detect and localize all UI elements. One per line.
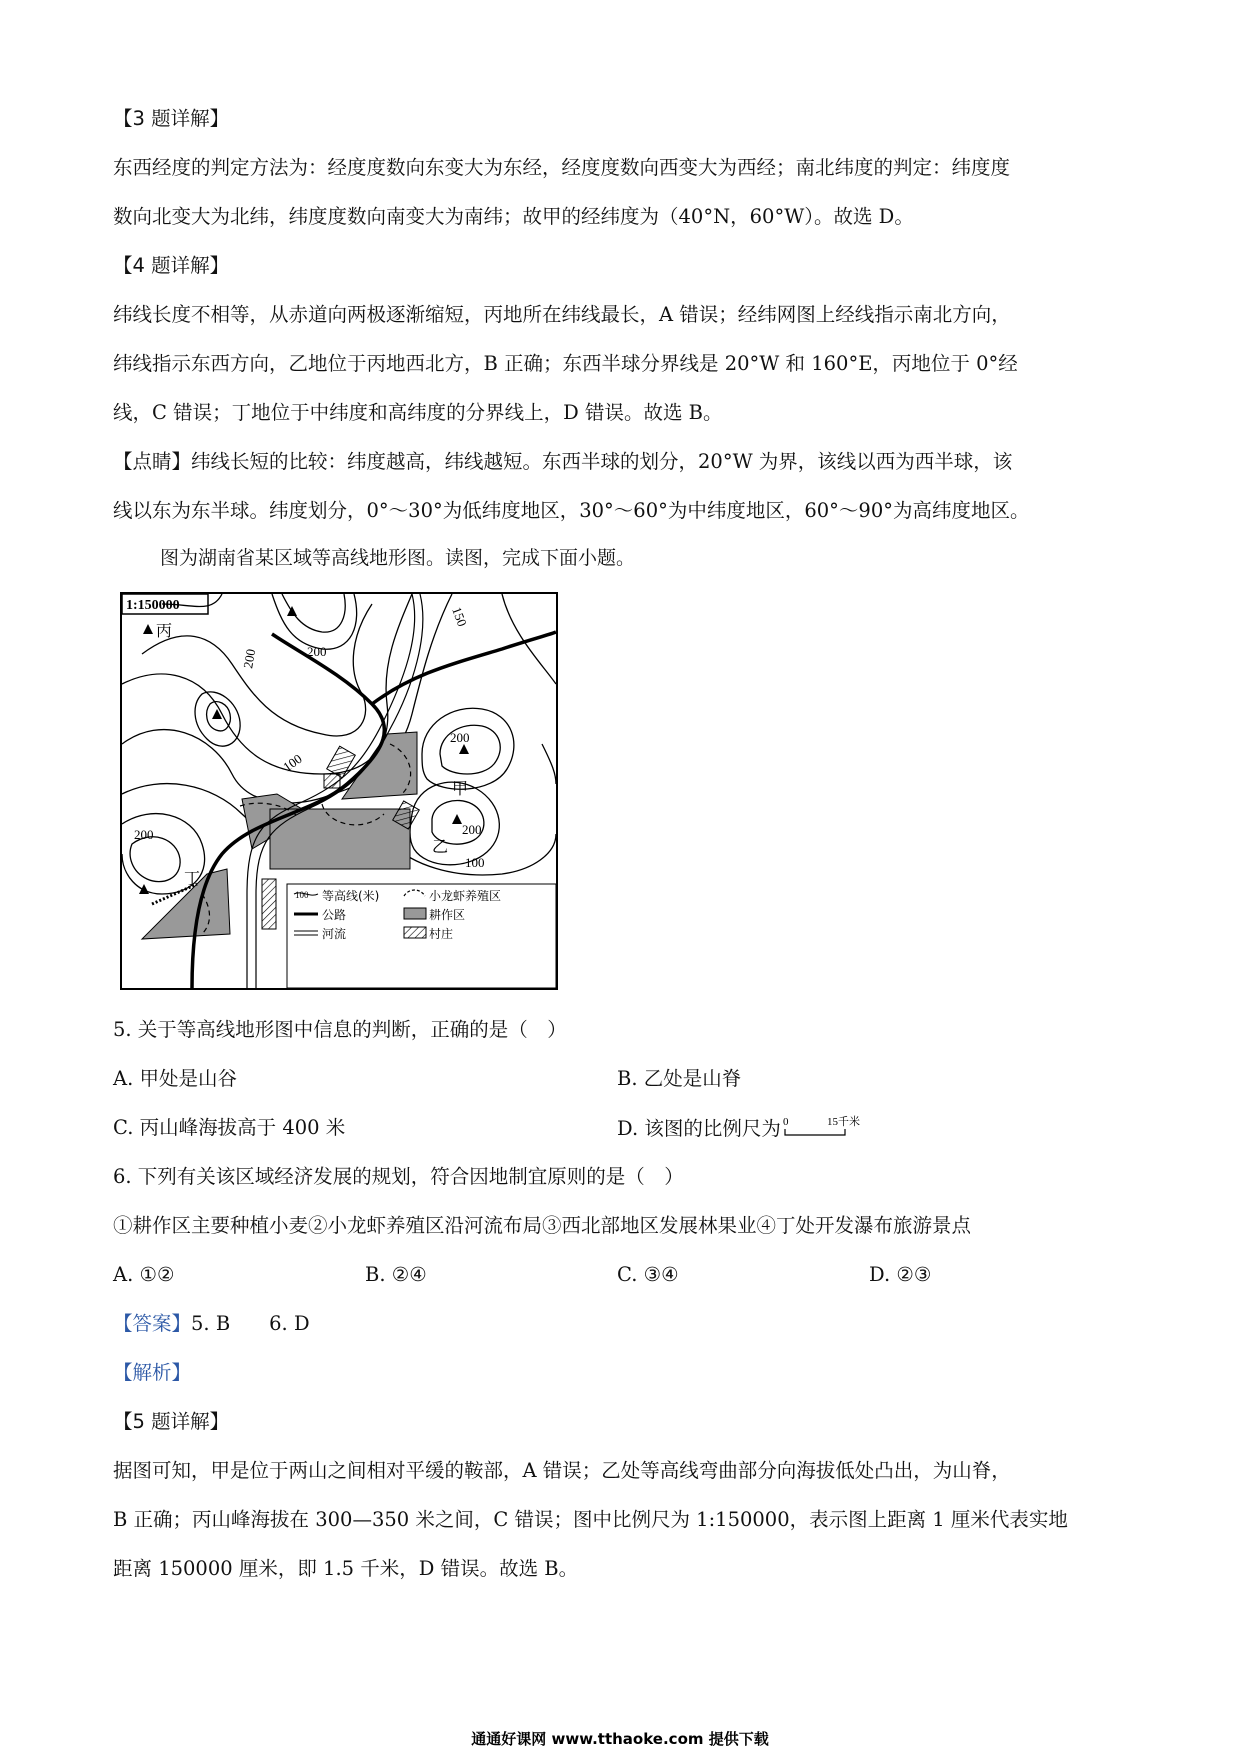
contour-label-200c: 200 [450,730,470,745]
label-ding: 丁 [184,871,201,888]
q5-option-d-text: D. 该图的比例尺为 [617,1117,781,1140]
q5d-title: 【5 题详解】 [113,1410,230,1433]
label-bing: 丙 [156,623,173,640]
contour-label-200a: 200 [307,644,327,659]
q4-line-3: 线，C 错误；丁地位于中纬度和高纬度的分界线上，D 错误。故选 B。 [113,401,723,424]
answer-row [113,1311,310,1337]
scale-bar-zero: 0 [782,1116,789,1128]
q4-title: 【4 题详解】 [113,254,230,277]
q5-option-a[interactable]: A. 甲处是山谷 [113,1067,237,1090]
legend-farm: 耕作区 [429,908,466,922]
legend-contour-value: 100 [295,890,309,900]
q3-title: 【3 题详解】 [113,107,230,130]
answer-label: 【答案】 [113,1312,192,1335]
peak-bing [143,624,153,634]
q6-option-c[interactable]: C. ③④ [617,1263,679,1286]
q5-option-c[interactable]: C. 丙山峰海拔高于 400 米 [113,1116,346,1139]
contour-label-200e: 200 [462,822,482,837]
q6-option-b[interactable]: B. ②④ [365,1263,427,1286]
legend-road: 公路 [322,908,347,922]
contour-label-100b: 100 [465,855,485,870]
label-jia: 甲 [452,781,469,798]
q5d-line-3: 距离 150000 厘米，即 1.5 千米，D 错误。故选 B。 [113,1557,579,1580]
q5-option-d[interactable] [617,1115,860,1142]
tip-line-1: 【点睛】纬线长短的比较：纬度越高，纬线越短。东西半球的划分，20°W 为界，该线以西为西半球，该 [113,450,1013,473]
page-footer[interactable]: 通通好课网 www.tthaoke.com 提供下载 [471,1730,769,1748]
q6-stem: 6. 下列有关该区域经济发展的规划，符合因地制宜原则的是（ ） [113,1165,684,1188]
map-scale-label: 1:150000 [126,598,180,613]
tip-line-2: 线以东为东半球。纬度划分，0°～30°为低纬度地区，30°～60°为中纬度地区，60°～90°为高纬度地区。 [113,499,1030,522]
analysis-label: 【解析】 [113,1361,192,1384]
q6-option-d[interactable]: D. ②③ [869,1263,932,1286]
scale-bar-label: 15千米 [826,1116,860,1128]
legend-shrimp: 小龙虾养殖区 [429,889,502,903]
map-legend [287,884,556,988]
q4-line-2: 纬线指示东西方向，乙地位于丙地西北方，B 正确；东西半球分界线是 20°W 和 160°E，丙地位于 0°经 [113,352,1018,375]
contour-label-100a: 100 [280,750,305,775]
contour-label-150: 150 [449,604,470,629]
legend-river: 河流 [322,927,347,941]
q5d-line-2: B 正确；丙山峰海拔在 300—350 米之间，C 错误；图中比例尺为 1:150000，表示图上距离 1 厘米代表实地 [113,1508,1068,1531]
contour-map [120,592,558,990]
contour-label-200d: 200 [134,827,154,842]
scale-bar-icon [781,1115,860,1137]
figure-intro: 图为湖南省某区域等高线地形图。读图，完成下面小题。 [160,547,636,569]
q5-stem: 5. 关于等高线地形图中信息的判断，正确的是（ ） [113,1018,567,1041]
contour-map-svg [122,594,556,988]
legend-contour: 等高线(米) [322,889,380,903]
q5d-line-1: 据图可知，甲是位于两山之间相对平缓的鞍部，A 错误；乙处等高线弯曲部分向海拔低处凸出，为山脊， [113,1459,1011,1482]
q3-line-1: 东西经度的判定方法为：经度度数向东变大为东经，经度度数向西变大为西经；南北纬度的判定：纬度度 [113,156,1011,179]
label-yi: 乙 [432,839,449,856]
q6-items: ①耕作区主要种植小麦②小龙虾养殖区沿河流布局③西北部地区发展林果业④丁处开发瀑布旅游景点 [113,1214,972,1237]
answer-text: 5. B 6. D [191,1312,310,1335]
q4-line-1: 纬线长度不相等，从赤道向两极逐渐缩短，丙地所在纬线最长，A 错误；经纬网图上经线指示南北方向， [113,303,1011,326]
q5-option-b[interactable]: B. 乙处是山脊 [617,1067,742,1090]
q6-option-a[interactable]: A. ①② [113,1263,175,1286]
contour-label-200b: 200 [240,647,259,670]
legend-village: 村庄 [429,927,454,941]
q3-line-2: 数向北变大为北纬，纬度度数向南变大为南纬；故甲的经纬度为（40°N，60°W）。故选 D。 [113,205,914,228]
